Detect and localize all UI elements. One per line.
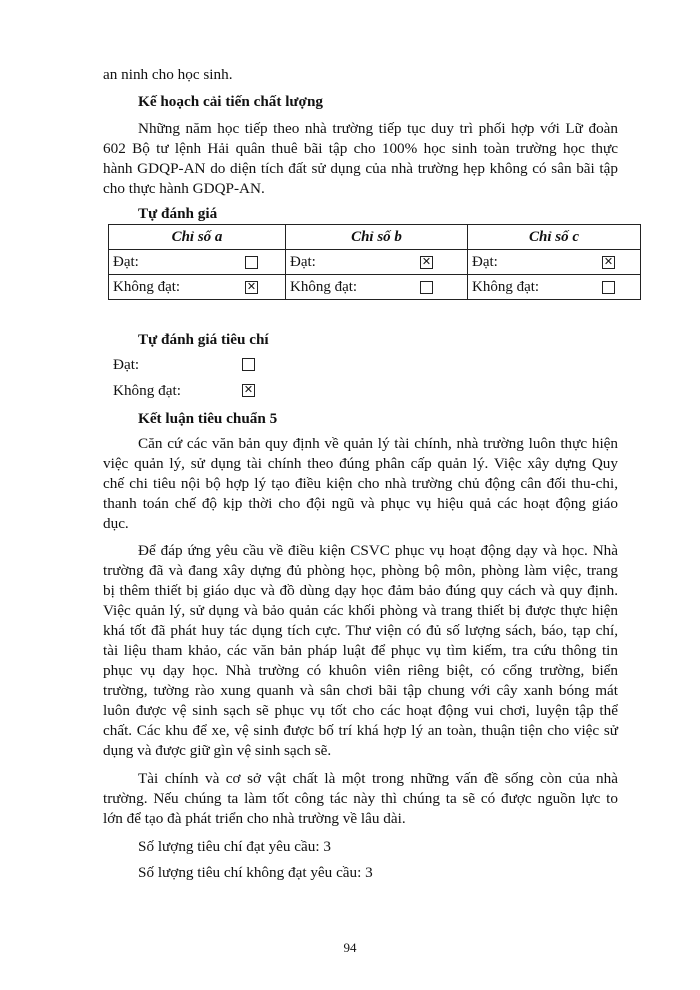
cell-b-pass	[286, 250, 468, 275]
conclusion-p2-line: luôn được vệ sinh sạch sẽ phục vụ tốt cho các hoạt động vui chơi, luyện tập thể	[103, 702, 618, 719]
col-header-b: Chỉ số b	[286, 225, 468, 250]
conclusion-heading: Kết luận tiêu chuẩn 5	[138, 410, 278, 427]
conclusion-p1-line: dục.	[103, 515, 129, 532]
page-number: 94	[343, 940, 357, 955]
unmet-count: Số lượng tiêu chí không đạt yêu cầu: 3	[138, 864, 373, 881]
fail-label: Không đạt:	[113, 278, 181, 295]
conclusion-p2-line: trường, tường rào xung quanh và sân chơi bãi tập chung với cây xanh bóng mát	[103, 682, 618, 699]
table-row-pass	[109, 250, 641, 275]
criterion-pass-label: Đạt:	[113, 356, 140, 373]
checkbox-icon[interactable]	[602, 256, 615, 269]
self-eval-heading: Tự đánh giá	[138, 205, 218, 222]
checkbox-icon[interactable]	[245, 281, 258, 294]
conclusion-p2-line: tài liệu tham khảo, các văn bản pháp luật để phục vụ tìm kiếm, tra cứu thông tin	[103, 642, 618, 659]
fail-label: Không đạt:	[290, 278, 358, 295]
checkbox-icon[interactable]	[420, 256, 433, 269]
conclusion-p1-line: thanh toán chế độ kịp thời cho đội ngũ và phục vụ hiệu quả các hoạt động giáo	[103, 495, 618, 512]
conclusion-p2-line: chất. Các khu để xe, vệ sinh được bố trí khá hợp lý an toàn, thuận tiện cho việc sử	[103, 722, 618, 739]
pass-label: Đạt:	[113, 253, 139, 270]
criterion-eval-heading: Tự đánh giá tiêu chí	[138, 331, 269, 348]
plan-line: 602 Bộ tư lệnh Hải quân thuê bãi tập cho 100% học sinh toàn trường học thực	[103, 140, 618, 157]
checkbox-icon[interactable]	[602, 281, 615, 294]
criterion-fail-label: Không đạt:	[113, 382, 181, 399]
checkbox-icon[interactable]	[242, 384, 255, 397]
checkbox-icon[interactable]	[420, 281, 433, 294]
table-row-fail	[109, 275, 641, 300]
checkbox-icon[interactable]	[245, 256, 258, 269]
conclusion-p2-line: khá tốt đã phát huy tác dụng tích cực. Thư viện có đủ số lượng sách, báo, tạp chí,	[103, 622, 618, 639]
conclusion-p2-line: Để đáp ứng yêu cầu về điều kiện CSVC phục vụ hoạt động dạy và học. Nhà	[138, 542, 618, 559]
pass-label: Đạt:	[472, 253, 498, 270]
conclusion-p2-line: Việc quản lý, sử dụng và bảo quản các khối phòng và trang thiết bị được thực hiện	[103, 602, 618, 619]
conclusion-p3-line: trường. Nếu chúng ta làm tốt công tác này thì chúng ta sẽ có được nguồn lực to	[103, 790, 618, 807]
plan-line: cho thực hành GDQP-AN.	[103, 180, 265, 197]
cell-a-fail	[109, 275, 286, 300]
conclusion-p2-line: dụng và được giữ gìn vệ sinh sạch sẽ.	[103, 742, 332, 759]
cell-c-pass	[468, 250, 641, 275]
conclusion-p1-line: việc quản lý, sử dụng tài chính theo đúng phân cấp quản lý. Việc xây dựng Quy	[103, 455, 618, 472]
col-header-c: Chỉ số c	[468, 225, 641, 250]
self-eval-table	[108, 224, 641, 300]
cell-a-pass	[109, 250, 286, 275]
plan-line: hành GDQP-AN do diện tích đất sử dụng của nhà trường hẹp không có sân bãi tập	[103, 160, 618, 177]
conclusion-p3-line: lớn để tạo đà phát triển cho nhà trường về lâu dài.	[103, 810, 406, 827]
conclusion-p1-line: Căn cứ các văn bản quy định về quản lý tài chính, nhà trường luôn thực hiện	[138, 435, 618, 452]
col-header-a: Chỉ số a	[109, 225, 286, 250]
intro-line: an ninh cho học sinh.	[103, 66, 233, 83]
checkbox-icon[interactable]	[242, 358, 255, 371]
met-count: Số lượng tiêu chí đạt yêu cầu: 3	[138, 838, 331, 855]
plan-line: Những năm học tiếp theo nhà trường tiếp tục duy trì phối hợp với Lữ đoàn	[138, 120, 618, 137]
conclusion-p3-line: Tài chính và cơ sở vật chất là một trong những vấn đề sống còn của nhà	[138, 770, 618, 787]
conclusion-p2-line: phục vụ dạy học. Nhà trường có khuôn viên riêng biệt, có cổng trường, biển	[103, 662, 618, 679]
plan-heading: Kế hoạch cải tiến chất lượng	[138, 93, 324, 110]
cell-c-fail	[468, 275, 641, 300]
pass-label: Đạt:	[290, 253, 316, 270]
conclusion-p2-line: trường đã và đang xây dựng đủ phòng học, phòng bộ môn, phòng làm việc, trang	[103, 562, 618, 579]
table-header-row	[109, 225, 641, 250]
cell-b-fail	[286, 275, 468, 300]
conclusion-p2-line: bị thêm thiết bị giáo dục và đồ dùng dạy học đảm bảo đúng quy cách và quy định.	[103, 582, 618, 599]
conclusion-p1-line: chế chi tiêu nội bộ hợp lý tạo điều kiện cho nhà trường chủ động cân đối thu-chi,	[103, 475, 618, 492]
fail-label: Không đạt:	[472, 278, 540, 295]
